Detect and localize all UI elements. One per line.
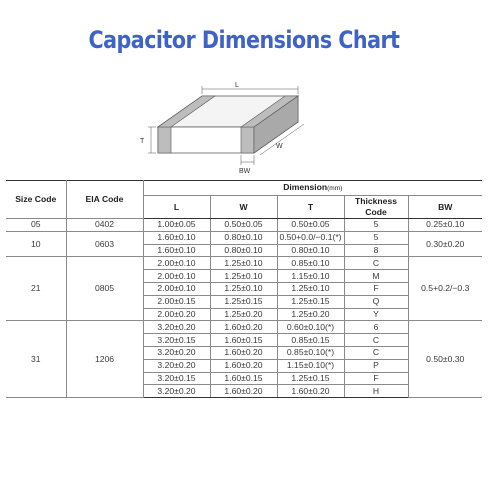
bw-cell: 0.50±0.30 bbox=[408, 321, 482, 398]
thickness-cell: 0.85±0.10(*) bbox=[277, 346, 344, 359]
thickness-code-cell: 6 bbox=[344, 321, 408, 334]
thickness-cell: 0.50+0.0/−0.1(*) bbox=[277, 231, 344, 244]
length-cell: 2.00±0.20 bbox=[143, 308, 210, 321]
thickness-cell: 0.80±0.10 bbox=[277, 244, 344, 257]
width-cell: 1.60±0.20 bbox=[210, 346, 277, 359]
header-dimension-unit: (mm) bbox=[327, 185, 343, 192]
thickness-cell: 0.50±0.05 bbox=[277, 219, 344, 232]
dim-label-L: L bbox=[235, 82, 239, 89]
width-cell: 1.60±0.15 bbox=[210, 372, 277, 385]
width-cell: 0.80±0.10 bbox=[210, 244, 277, 257]
dim-label-W: W bbox=[276, 143, 283, 150]
thickness-cell: 1.15±0.10 bbox=[277, 270, 344, 283]
thickness-code-cell: 8 bbox=[344, 244, 408, 257]
bw-cell: 0.25±0.10 bbox=[408, 219, 482, 232]
width-cell: 1.25±0.20 bbox=[210, 308, 277, 321]
length-cell: 3.20±0.20 bbox=[143, 359, 210, 372]
width-cell: 1.25±0.10 bbox=[210, 257, 277, 270]
thickness-code-cell: M bbox=[344, 270, 408, 283]
capacitor-dimensions-table bbox=[6, 180, 482, 398]
dim-label-BW: BW bbox=[239, 168, 251, 175]
eia-code-cell: 0805 bbox=[66, 257, 143, 321]
table-row bbox=[6, 219, 482, 232]
eia-code-cell: 0402 bbox=[66, 219, 143, 232]
chip-front-face bbox=[158, 127, 254, 153]
size-code-cell: 10 bbox=[6, 231, 66, 257]
width-cell: 1.25±0.10 bbox=[210, 282, 277, 295]
width-cell: 1.25±0.15 bbox=[210, 295, 277, 308]
left-terminal bbox=[158, 127, 171, 153]
thickness-cell: 0.85±0.15 bbox=[277, 334, 344, 347]
size-code-cell: 05 bbox=[6, 219, 66, 232]
right-terminal bbox=[241, 127, 254, 153]
dim-label-T: T bbox=[140, 138, 145, 145]
header-dimension bbox=[143, 181, 482, 196]
size-code-cell: 31 bbox=[6, 321, 66, 398]
header-dimension-label: Dimension bbox=[283, 182, 328, 192]
width-cell: 1.60±0.20 bbox=[210, 385, 277, 398]
thickness-cell: 1.25±0.10 bbox=[277, 282, 344, 295]
length-cell: 2.00±0.10 bbox=[143, 270, 210, 283]
width-cell: 1.60±0.15 bbox=[210, 334, 277, 347]
header-W: W bbox=[210, 196, 277, 219]
header-thickness-code: Thickness Code bbox=[344, 196, 408, 219]
bw-cell: 0.5+0.2/−0.3 bbox=[408, 257, 482, 321]
length-cell: 1.60±0.10 bbox=[143, 244, 210, 257]
size-code-cell: 21 bbox=[6, 257, 66, 321]
length-cell: 3.20±0.20 bbox=[143, 346, 210, 359]
thickness-code-cell: 5 bbox=[344, 219, 408, 232]
thickness-cell: 1.25±0.15 bbox=[277, 372, 344, 385]
thickness-cell: 1.15±0.10(*) bbox=[277, 359, 344, 372]
header-T: T bbox=[277, 196, 344, 219]
thickness-cell: 0.60±0.10(*) bbox=[277, 321, 344, 334]
bw-cell: 0.30±0.20 bbox=[408, 231, 482, 257]
header-eia-code: EIA Code bbox=[66, 181, 143, 219]
width-cell: 0.80±0.10 bbox=[210, 231, 277, 244]
thickness-code-cell: C bbox=[344, 257, 408, 270]
length-cell: 2.00±0.10 bbox=[143, 257, 210, 270]
thickness-code-cell: 5 bbox=[344, 231, 408, 244]
thickness-code-cell: Y bbox=[344, 308, 408, 321]
thickness-code-cell: C bbox=[344, 334, 408, 347]
thickness-cell: 1.60±0.20 bbox=[277, 385, 344, 398]
thickness-code-cell: F bbox=[344, 282, 408, 295]
header-L: L bbox=[143, 196, 210, 219]
width-cell: 1.60±0.20 bbox=[210, 321, 277, 334]
eia-code-cell: 0603 bbox=[66, 231, 143, 257]
length-cell: 2.00±0.15 bbox=[143, 295, 210, 308]
length-cell: 3.20±0.20 bbox=[143, 385, 210, 398]
page-title: Capacitor Dimensions Chart bbox=[88, 26, 400, 54]
length-cell: 1.00±0.05 bbox=[143, 219, 210, 232]
length-cell: 3.20±0.20 bbox=[143, 321, 210, 334]
thickness-cell: 0.85±0.10 bbox=[277, 257, 344, 270]
length-cell: 1.60±0.10 bbox=[143, 231, 210, 244]
table-body bbox=[6, 219, 482, 398]
width-cell: 1.25±0.10 bbox=[210, 270, 277, 283]
capacitor-diagram bbox=[138, 80, 308, 176]
table-row bbox=[6, 321, 482, 334]
table-row bbox=[6, 257, 482, 270]
width-cell: 0.50±0.05 bbox=[210, 219, 277, 232]
thickness-code-cell: H bbox=[344, 385, 408, 398]
thickness-code-cell: Q bbox=[344, 295, 408, 308]
thickness-cell: 1.25±0.15 bbox=[277, 295, 344, 308]
length-cell: 2.00±0.10 bbox=[143, 282, 210, 295]
length-cell: 3.20±0.15 bbox=[143, 334, 210, 347]
eia-code-cell: 1206 bbox=[66, 321, 143, 398]
header-BW: BW bbox=[408, 196, 482, 219]
thickness-code-cell: F bbox=[344, 372, 408, 385]
table-row bbox=[6, 231, 482, 244]
header-size-code: Size Code bbox=[6, 181, 66, 219]
thickness-code-cell: C bbox=[344, 346, 408, 359]
width-cell: 1.60±0.20 bbox=[210, 359, 277, 372]
thickness-cell: 1.25±0.20 bbox=[277, 308, 344, 321]
length-cell: 3.20±0.15 bbox=[143, 372, 210, 385]
thickness-code-cell: P bbox=[344, 359, 408, 372]
